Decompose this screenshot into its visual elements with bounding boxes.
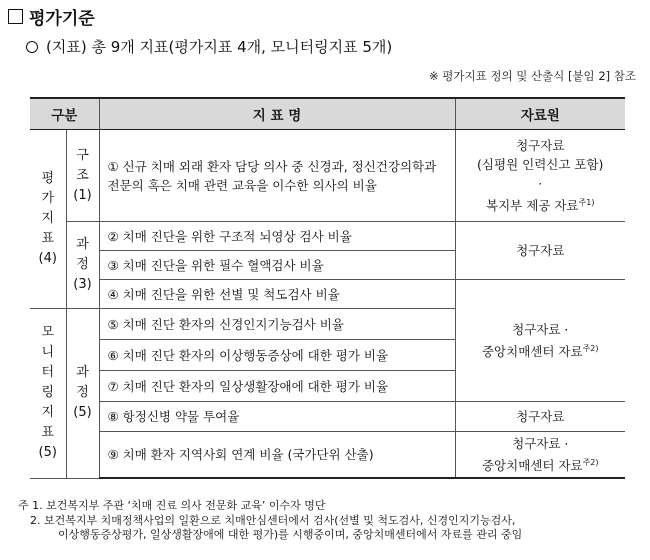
- group-evaluation: 평 가 지 표 (4): [30, 130, 66, 309]
- source-cell-2: 청구자료: [455, 222, 625, 280]
- header-source: 자료원: [455, 98, 625, 130]
- group-monitoring: 모 니 터 링 지 표 (5): [30, 309, 66, 479]
- footnote-2: 2. 보건복지부 치매정책사업의 일환으로 치매안심센터에서 검사(선별 및 척도검사, 신경인지기능검사,: [30, 513, 516, 527]
- table-row: [30, 280, 625, 309]
- footnote-1: 주 1. 보건복지부 주관 ‘치매 진료 의사 전문화 교육’ 이수자 명단: [18, 499, 326, 512]
- section-heading-text: 평가기준: [29, 9, 95, 29]
- header-category: 구분: [30, 98, 99, 130]
- group-process-eval: 과 정 (3): [66, 222, 99, 309]
- indicator-1: ① 신규 치매 외래 환자 담당 의사 중 신경과, 정신건강의학과 전문의 혹은 치매 관련 교육을 이수한 의사의 비율: [99, 130, 455, 222]
- square-icon: [8, 9, 23, 24]
- indicator-2: ② 치매 진단을 위한 구조적 뇌영상 검사 비율: [99, 222, 455, 251]
- group-process-mon: 과 정 (5): [66, 309, 99, 479]
- indicator-5: ⑤ 치매 진단 환자의 신경인지기능검사 비율: [99, 309, 455, 340]
- table-header-row: [30, 98, 625, 130]
- indicator-table: [30, 97, 625, 479]
- circle-icon: [26, 41, 38, 53]
- table-row: [30, 130, 625, 222]
- indicator-9: ⑨ 치매 환자 지역사회 연계 비율 (국가단위 산출): [99, 432, 455, 479]
- source-cell-5: 청구자료 · 중앙치매센터 자료$^{주2)}$: [455, 432, 625, 479]
- table-row: [30, 222, 625, 251]
- reference-note: ※ 평가지표 정의 및 산출식 [붙임 2] 참조: [428, 69, 636, 83]
- table-row: [30, 402, 625, 432]
- indicator-summary-text: (지표) 총 9개 지표(평가지표 4개, 모니터링지표 5개): [46, 38, 393, 56]
- section-heading: [8, 4, 95, 29]
- indicator-8: ⑧ 항정신병 약물 투여율: [99, 402, 455, 432]
- indicator-4: ④ 치매 진단을 위한 선별 및 척도검사 비율: [99, 280, 455, 309]
- footnotes: [18, 499, 522, 543]
- indicator-3: ③ 치매 진단을 위한 필수 혈액검사 비율: [99, 251, 455, 280]
- indicator-7: ⑦ 치매 진단 환자의 일상생활장애에 대한 평가 비율: [99, 371, 455, 402]
- header-indicator: 지 표 명: [99, 98, 455, 130]
- source-cell-1: 청구자료 (심평원 인력신고 포함) · 복지부 제공 자료$^{주1)}$: [455, 130, 625, 222]
- source-cell-3: 청구자료 · 중앙치매센터 자료$^{주2)}$: [455, 280, 625, 402]
- indicator-6: ⑥ 치매 진단 환자의 이상행동증상에 대한 평가 비율: [99, 340, 455, 371]
- table-row: [30, 432, 625, 479]
- group-structure: 구 조 (1): [66, 130, 99, 222]
- footnote-2-cont: 이상행동증상평가, 일상생활장애에 대한 평가)를 시행중이며, 중앙치매센터에서 자료를 관리 중임: [58, 528, 523, 541]
- indicator-summary: [26, 36, 392, 57]
- source-cell-4: 청구자료: [455, 402, 625, 432]
